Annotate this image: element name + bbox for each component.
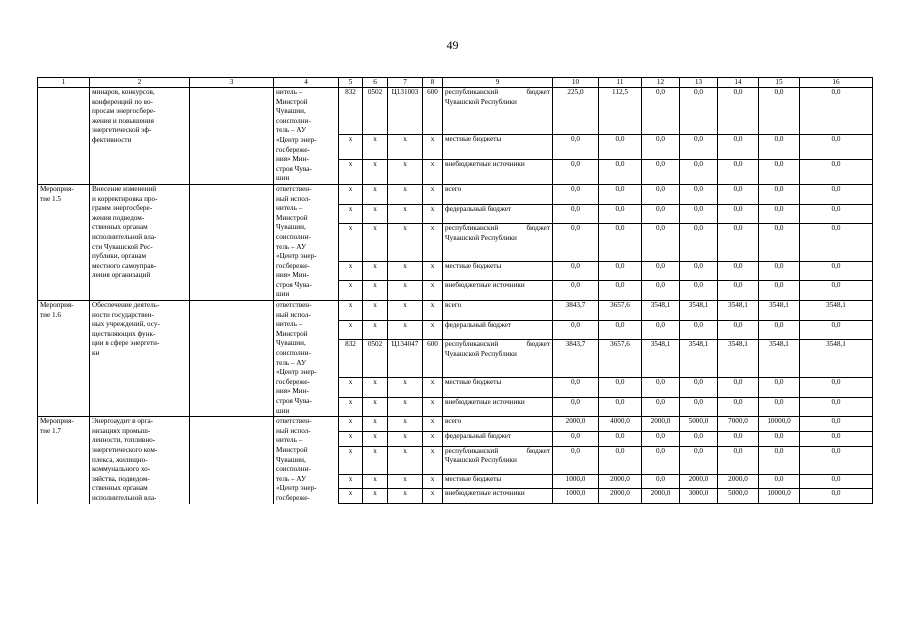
code-cell: x [423, 204, 443, 224]
amount-cell: 2000,0 [680, 474, 718, 489]
code-cell: x [423, 261, 443, 281]
amount-cell: 0,0 [553, 431, 599, 446]
amount-cell: 0,0 [642, 204, 680, 224]
amount-cell: 0,0 [642, 160, 680, 185]
code-cell: x [339, 261, 363, 281]
code-cell: x [388, 160, 423, 185]
amount-cell: 0,0 [759, 474, 800, 489]
amount-cell: 4000,0 [599, 417, 642, 432]
code-cell: x [363, 204, 388, 224]
code-cell: x [339, 320, 363, 340]
amount-cell: 0,0 [800, 88, 873, 135]
amount-cell: 0,0 [642, 397, 680, 417]
code-cell: x [388, 431, 423, 446]
code-cell: x [423, 184, 443, 204]
amount-cell: 0,0 [680, 281, 718, 301]
column-header: 16 [800, 78, 873, 88]
amount-cell: 0,0 [642, 88, 680, 135]
column-header: 5 [339, 78, 363, 88]
amount-cell: 0,0 [759, 160, 800, 185]
amount-cell: 0,0 [553, 261, 599, 281]
code-cell: x [388, 224, 423, 261]
amount-cell: 0,0 [759, 88, 800, 135]
amount-cell: 0,0 [718, 320, 759, 340]
amount-cell: 3548,1 [718, 301, 759, 321]
table-row [38, 301, 873, 321]
measure-cell [38, 88, 90, 185]
amount-cell: 0,0 [680, 184, 718, 204]
amount-cell: 0,0 [800, 474, 873, 489]
amount-cell: 0,0 [680, 135, 718, 160]
description-cell: Обеспечение деятель- ности государствен- ных учреждений, осу- ществляющих функ- ции в сфере энергети- ки [90, 301, 190, 417]
amount-cell: 225,0 [553, 88, 599, 135]
amount-cell: 0,0 [680, 446, 718, 474]
amount-cell: 0,0 [599, 377, 642, 397]
amount-cell: 2000,0 [553, 417, 599, 432]
funding-source-cell: республиканский бюджет Чувашской Республики [443, 88, 553, 135]
amount-cell: 0,0 [642, 320, 680, 340]
amount-cell: 0,0 [800, 184, 873, 204]
funding-source-cell: местные бюджеты [443, 135, 553, 160]
amount-cell: 0,0 [800, 261, 873, 281]
amount-cell: 0,0 [800, 224, 873, 261]
amount-cell: 0,0 [718, 377, 759, 397]
code-cell: 0502 [363, 340, 388, 377]
amount-cell: 3843,7 [553, 340, 599, 377]
amount-cell: 0,0 [759, 224, 800, 261]
table-row [38, 184, 873, 204]
amount-cell: 0,0 [718, 184, 759, 204]
code-cell: x [388, 417, 423, 432]
amount-cell: 0,0 [680, 160, 718, 185]
amount-cell: 0,0 [800, 431, 873, 446]
amount-cell: 2000,0 [642, 417, 680, 432]
column-header: 8 [423, 78, 443, 88]
amount-cell: 0,0 [553, 377, 599, 397]
executor-cell: нитель – Минстрой Чувашии, соисполни- тель – АУ «Центр энер- госбереже- ния» Мин- строя Чува- шии [274, 88, 339, 185]
amount-cell: 0,0 [642, 261, 680, 281]
amount-cell: 0,0 [599, 261, 642, 281]
code-cell: x [388, 301, 423, 321]
description-cell: минаров, конкурсов, конференций по во- просам энергосбере- жения и повышения энергетической эф- фективности [90, 88, 190, 185]
executor-cell: ответствен- ный испол- нитель – Минстрой Чувашии, соисполни- тель – АУ «Центр энер- госбереже- ния» Мин- строя Чува- шии [274, 301, 339, 417]
amount-cell: 0,0 [759, 281, 800, 301]
amount-cell: 0,0 [800, 320, 873, 340]
code-cell: x [339, 224, 363, 261]
amount-cell: 0,0 [680, 377, 718, 397]
funding-source-cell: республиканский бюджет Чувашской Республики [443, 224, 553, 261]
amount-cell: 10000,0 [759, 489, 800, 504]
amount-cell: 0,0 [642, 446, 680, 474]
column-3-cell [190, 88, 274, 185]
amount-cell: 0,0 [599, 320, 642, 340]
column-header: 13 [680, 78, 718, 88]
funding-source-cell: всего [443, 301, 553, 321]
column-header: 14 [718, 78, 759, 88]
code-cell: 832 [339, 88, 363, 135]
amount-cell: 3843,7 [553, 301, 599, 321]
code-cell: x [339, 160, 363, 185]
amount-cell: 0,0 [759, 135, 800, 160]
code-cell: x [363, 397, 388, 417]
amount-cell: 10000,0 [759, 417, 800, 432]
funding-table [37, 77, 873, 504]
amount-cell: 3548,1 [759, 340, 800, 377]
amount-cell: 3000,0 [680, 489, 718, 504]
amount-cell: 0,0 [680, 320, 718, 340]
amount-cell: 0,0 [553, 397, 599, 417]
code-cell: x [363, 301, 388, 321]
code-cell: x [388, 204, 423, 224]
column-3-cell [190, 417, 274, 504]
code-cell: x [423, 135, 443, 160]
code-cell: x [423, 160, 443, 185]
amount-cell: 0,0 [680, 88, 718, 135]
amount-cell: 0,0 [800, 160, 873, 185]
code-cell: x [423, 446, 443, 474]
amount-cell: 0,0 [759, 261, 800, 281]
amount-cell: 0,0 [718, 281, 759, 301]
code-cell: 600 [423, 340, 443, 377]
amount-cell: 0,0 [759, 397, 800, 417]
code-cell: x [363, 446, 388, 474]
funding-source-cell: всего [443, 184, 553, 204]
column-header: 10 [553, 78, 599, 88]
amount-cell: 0,0 [599, 204, 642, 224]
code-cell: x [388, 474, 423, 489]
amount-cell: 0,0 [642, 377, 680, 397]
code-cell: x [363, 160, 388, 185]
code-cell: x [423, 377, 443, 397]
measure-cell: Мероприя- тие 1.7 [38, 417, 90, 504]
amount-cell: 0,0 [553, 204, 599, 224]
code-cell: x [388, 135, 423, 160]
amount-cell: 3657,6 [599, 340, 642, 377]
amount-cell: 3548,1 [759, 301, 800, 321]
column-header: 15 [759, 78, 800, 88]
amount-cell: 2000,0 [599, 474, 642, 489]
funding-source-cell: местные бюджеты [443, 474, 553, 489]
amount-cell: 0,0 [642, 184, 680, 204]
executor-cell: ответствен- ный испол- нитель – Минстрой Чувашии, соисполни- тель – АУ «Центр энер- госбереже- [274, 417, 339, 504]
funding-source-cell: местные бюджеты [443, 261, 553, 281]
amount-cell: 0,0 [718, 431, 759, 446]
code-cell: x [423, 431, 443, 446]
funding-source-cell: внебюджетные источники [443, 281, 553, 301]
amount-cell: 2000,0 [718, 474, 759, 489]
amount-cell: 0,0 [680, 397, 718, 417]
code-cell: x [423, 489, 443, 504]
amount-cell: 1000,0 [553, 474, 599, 489]
code-cell: x [339, 184, 363, 204]
amount-cell: 0,0 [599, 281, 642, 301]
measure-cell: Мероприя- тие 1.6 [38, 301, 90, 417]
amount-cell: 0,0 [599, 135, 642, 160]
column-header: 3 [190, 78, 274, 88]
amount-cell: 3657,6 [599, 301, 642, 321]
amount-cell: 0,0 [718, 261, 759, 281]
table-row [38, 88, 873, 135]
page-number: 49 [446, 38, 459, 52]
description-cell: Внесение изменений и корректировка про- грамм энергосбере- жения подведом- ственных органам исполнительной вла- сти Чувашской Рес- публики, органам местного самоуправ- ления организаций [90, 184, 190, 300]
amount-cell: 0,0 [800, 281, 873, 301]
code-cell: x [388, 489, 423, 504]
amount-cell: 0,0 [642, 281, 680, 301]
code-cell: x [339, 397, 363, 417]
amount-cell: 0,0 [553, 160, 599, 185]
code-cell: Ц134047 [388, 340, 423, 377]
code-cell: x [363, 261, 388, 281]
amount-cell: 0,0 [680, 261, 718, 281]
code-cell: x [388, 261, 423, 281]
amount-cell: 0,0 [680, 204, 718, 224]
amount-cell: 0,0 [553, 320, 599, 340]
code-cell: x [423, 281, 443, 301]
code-cell: x [423, 224, 443, 261]
amount-cell: 0,0 [718, 88, 759, 135]
amount-cell: 0,0 [800, 417, 873, 432]
amount-cell: 112,5 [599, 88, 642, 135]
amount-cell: 0,0 [642, 135, 680, 160]
column-header: 11 [599, 78, 642, 88]
code-cell: x [423, 320, 443, 340]
amount-cell: 0,0 [759, 431, 800, 446]
amount-cell: 0,0 [759, 184, 800, 204]
code-cell: x [388, 446, 423, 474]
code-cell: x [363, 489, 388, 504]
amount-cell: 0,0 [599, 446, 642, 474]
code-cell: x [423, 301, 443, 321]
amount-cell: 0,0 [759, 446, 800, 474]
description-cell: Энергоаудит в орга- низациях промыш- ленности, топливно- энергетического ком- плекса, жилищно- коммунального хо- зяйства, подведом- ственных органам исполнительной вла- [90, 417, 190, 504]
funding-source-cell: федеральный бюджет [443, 431, 553, 446]
column-header: 4 [274, 78, 339, 88]
amount-cell: 0,0 [553, 446, 599, 474]
amount-cell: 1000,0 [553, 489, 599, 504]
amount-cell: 3548,1 [718, 340, 759, 377]
column-header: 12 [642, 78, 680, 88]
code-cell: x [388, 397, 423, 417]
code-cell: x [339, 281, 363, 301]
code-cell: x [363, 224, 388, 261]
amount-cell: 0,0 [599, 184, 642, 204]
code-cell: x [363, 281, 388, 301]
code-cell: x [423, 474, 443, 489]
amount-cell: 0,0 [599, 397, 642, 417]
amount-cell: 0,0 [553, 224, 599, 261]
code-cell: x [363, 320, 388, 340]
amount-cell: 0,0 [599, 160, 642, 185]
column-header: 6 [363, 78, 388, 88]
amount-cell: 0,0 [553, 135, 599, 160]
table-body [38, 88, 873, 504]
amount-cell: 5000,0 [680, 417, 718, 432]
funding-source-cell: местные бюджеты [443, 377, 553, 397]
funding-source-cell: внебюджетные источники [443, 397, 553, 417]
column-header: 1 [38, 78, 90, 88]
amount-cell: 0,0 [759, 320, 800, 340]
column-header: 9 [443, 78, 553, 88]
code-cell: x [339, 446, 363, 474]
funding-source-cell: внебюджетные источники [443, 160, 553, 185]
amount-cell: 3548,1 [642, 340, 680, 377]
code-cell: x [339, 489, 363, 504]
amount-cell: 0,0 [680, 224, 718, 261]
amount-cell: 7000,0 [718, 417, 759, 432]
header-row [38, 78, 873, 88]
code-cell: x [388, 377, 423, 397]
code-cell: 0502 [363, 88, 388, 135]
amount-cell: 0,0 [642, 224, 680, 261]
amount-cell: 0,0 [718, 160, 759, 185]
amount-cell: 0,0 [718, 204, 759, 224]
funding-source-cell: республиканский бюджет Чувашской Республики [443, 340, 553, 377]
code-cell: x [363, 377, 388, 397]
amount-cell: 3548,1 [800, 301, 873, 321]
code-cell: x [339, 377, 363, 397]
code-cell: x [339, 417, 363, 432]
amount-cell: 2000,0 [599, 489, 642, 504]
code-cell: x [423, 397, 443, 417]
code-cell: x [363, 417, 388, 432]
code-cell: 600 [423, 88, 443, 135]
code-cell: x [363, 184, 388, 204]
code-cell: Ц131003 [388, 88, 423, 135]
code-cell: x [423, 417, 443, 432]
code-cell: x [339, 135, 363, 160]
amount-cell: 0,0 [642, 474, 680, 489]
amount-cell: 0,0 [599, 431, 642, 446]
code-cell: x [363, 135, 388, 160]
measure-cell: Мероприя- тие 1.5 [38, 184, 90, 300]
funding-source-cell: республиканский бюджет Чувашской Республики [443, 446, 553, 474]
amount-cell: 2000,0 [642, 489, 680, 504]
executor-cell: ответствен- ный испол- нитель – Минстрой Чувашии, соисполни- тель – АУ «Центр энер- госбереже- ния» Мин- строя Чува- шии [274, 184, 339, 300]
column-3-cell [190, 301, 274, 417]
amount-cell: 0,0 [759, 377, 800, 397]
code-cell: x [339, 204, 363, 224]
amount-cell: 0,0 [800, 397, 873, 417]
amount-cell: 0,0 [759, 204, 800, 224]
amount-cell: 0,0 [718, 224, 759, 261]
funding-source-cell: федеральный бюджет [443, 204, 553, 224]
amount-cell: 0,0 [553, 184, 599, 204]
amount-cell: 0,0 [553, 281, 599, 301]
amount-cell: 0,0 [800, 446, 873, 474]
code-cell: x [363, 431, 388, 446]
amount-cell: 0,0 [800, 135, 873, 160]
amount-cell: 0,0 [718, 446, 759, 474]
code-cell: x [388, 281, 423, 301]
column-header: 2 [90, 78, 190, 88]
funding-source-cell: федеральный бюджет [443, 320, 553, 340]
code-cell: x [388, 320, 423, 340]
amount-cell: 3548,1 [800, 340, 873, 377]
code-cell: x [388, 184, 423, 204]
amount-cell: 0,0 [642, 431, 680, 446]
funding-source-cell: всего [443, 417, 553, 432]
amount-cell: 3548,1 [642, 301, 680, 321]
column-header: 7 [388, 78, 423, 88]
amount-cell: 3548,1 [680, 301, 718, 321]
code-cell: x [363, 474, 388, 489]
amount-cell: 3548,1 [680, 340, 718, 377]
table-row [38, 417, 873, 432]
code-cell: x [339, 431, 363, 446]
amount-cell: 0,0 [718, 135, 759, 160]
code-cell: x [339, 301, 363, 321]
code-cell: x [339, 474, 363, 489]
amount-cell: 0,0 [599, 224, 642, 261]
code-cell: 832 [339, 340, 363, 377]
amount-cell: 0,0 [718, 397, 759, 417]
amount-cell: 0,0 [800, 204, 873, 224]
amount-cell: 0,0 [800, 489, 873, 504]
amount-cell: 5000,0 [718, 489, 759, 504]
funding-source-cell: внебюджетные источники [443, 489, 553, 504]
amount-cell: 0,0 [680, 431, 718, 446]
amount-cell: 0,0 [800, 377, 873, 397]
column-3-cell [190, 184, 274, 300]
